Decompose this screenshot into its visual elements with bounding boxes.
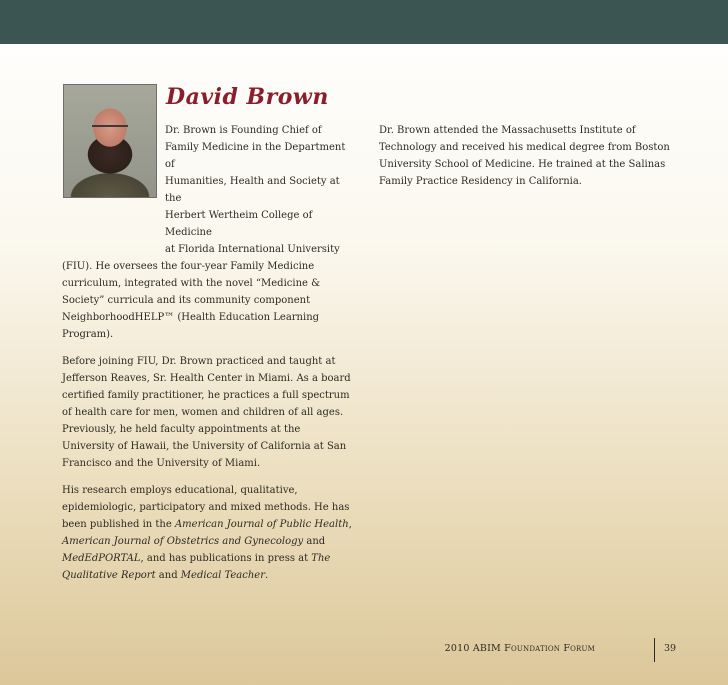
research-text: and (303, 536, 326, 547)
intro-line: Herbert Wertheim College of Medicine (165, 210, 313, 238)
intro-line: at Florida International University (165, 244, 340, 255)
page-footer (444, 638, 680, 660)
journal-title: Medical Teacher (180, 570, 265, 581)
journal-title: American Journal of Obstetrics and Gynecology (62, 536, 304, 547)
intro-line: Humanities, Health and Society at the (165, 176, 340, 204)
paragraph-intro (62, 122, 354, 343)
research-text: and (155, 570, 181, 581)
person-name: David Brown (166, 84, 329, 110)
header-bar (0, 0, 728, 44)
footer-label: 2010 ABIM Foundation Forum (444, 643, 595, 654)
footer-divider (654, 638, 655, 662)
left-column (62, 122, 354, 594)
journal-title: American Journal of Public Health (174, 519, 349, 530)
research-text: , (348, 519, 352, 530)
paragraph-practice: Before joining FIU, Dr. Brown practiced and taught at Jefferson Reaves, Sr. Health Center in Miami. As a board certified family practitioner, he practices a full spectrum of health care for men, women and children of all ages. Previously, he held faculty appointments at the University of Hawaii, the University of California at San Francisco and the University of Miami. (62, 356, 351, 469)
research-text: His research employs educational, qualitative, epidemiologic, participatory and mixed methods. He has been published in the (62, 485, 350, 530)
intro-rest: (FIU). He oversees the four-year Family Medicine curriculum, integrated with the novel “Medicine & Society” curricula and its community component NeighborhoodHELP™ (Health Education Learning Program). (62, 261, 321, 340)
journal-title: MedEdPORTAL (62, 553, 141, 564)
paragraph-education: Dr. Brown attended the Massachusetts Institute of Technology and received his medical degree from Boston University School of Medicine. He trained at the Salinas Family Practice Residency in California. (379, 125, 670, 187)
paragraph-research (62, 482, 354, 584)
research-text: , and has publications in press at (140, 553, 312, 564)
page-number: 39 (664, 643, 677, 654)
intro-line: Dr. Brown is Founding Chief of (165, 125, 322, 136)
journal-title: The Qualitative Report (62, 553, 331, 581)
right-column (379, 122, 679, 190)
research-text: . (265, 570, 269, 581)
intro-line: Family Medicine in the Department of (165, 142, 346, 170)
